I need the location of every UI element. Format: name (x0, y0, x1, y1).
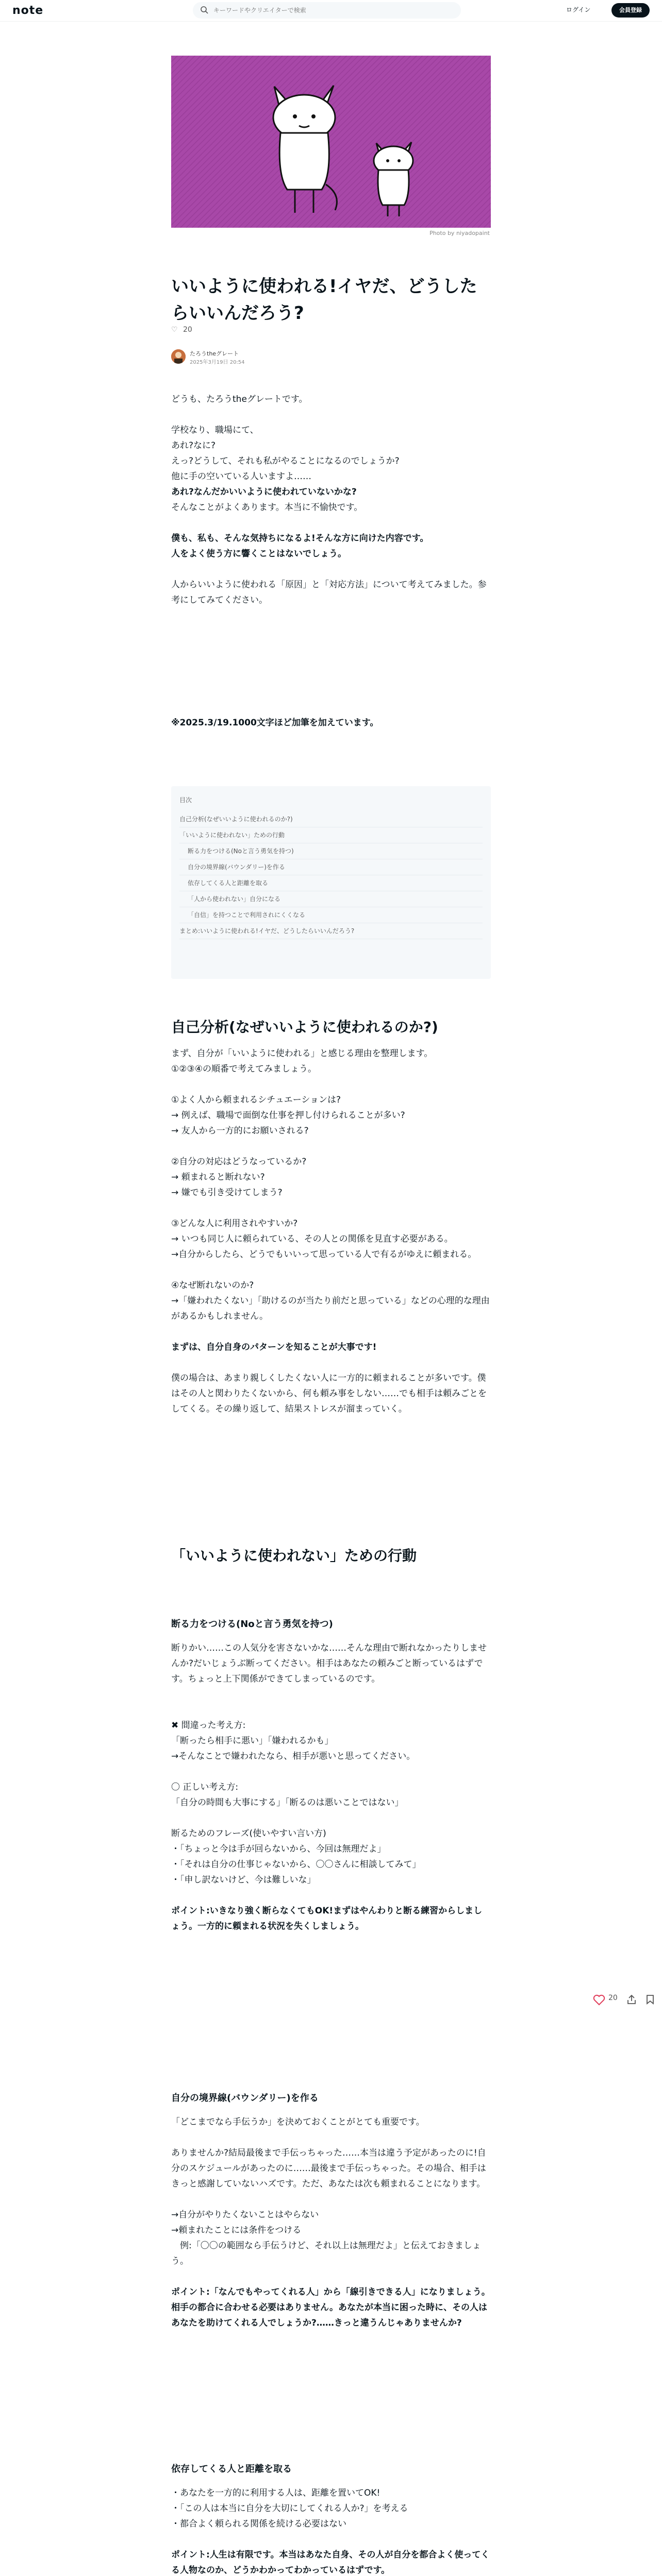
signup-button[interactable]: 会員登録 (611, 3, 650, 18)
paragraph-line: →頼まれたことには条件をつける (171, 2225, 302, 2235)
paragraph-line: 断るためのフレーズ(使いやすい言い方) (171, 1828, 326, 1839)
bookmark-icon[interactable] (644, 1994, 656, 2005)
paragraph-line: →「嫌われたくない」「助けるのが当たり前だと思っている」などの心理的な理由があるかもしれません。 (171, 1296, 490, 1321)
section-heading-self-analysis: 自己分析(なぜいいように使われるのか?) (171, 1019, 438, 1036)
paragraph-line: そんなことがよくあります。本当に不愉快です。 (171, 502, 363, 513)
paragraph-line (171, 1764, 491, 1780)
paragraph-line: ③どんな人に利用されやすいか? (171, 1218, 298, 1229)
paragraph-line (171, 2130, 491, 2145)
paragraph-line: ①②③④の順番で考えてみましょう。 (171, 1064, 317, 1074)
toc-item[interactable]: 自分の境界線(バウンダリー)を作る (179, 859, 483, 875)
paragraph-line (171, 1355, 491, 1370)
paragraph-line (171, 2192, 491, 2207)
paragraph-line: 例:「〇〇の範囲なら手伝うけど、それ以上は無理だよ」と伝えておきましょう。 (171, 2241, 481, 2266)
global-header (0, 0, 662, 22)
paragraph-line: →そんなことで嫌われたなら、相手が悪いと思ってください。 (171, 1751, 416, 1761)
paragraph-line: → 友人から一方的にお願いされる? (171, 1126, 309, 1136)
search-input[interactable] (213, 2, 456, 19)
share-icon[interactable] (626, 1994, 637, 2005)
subheading-boundary: 自分の境界線(バウンダリー)を作る (171, 2093, 319, 2104)
paragraph-line: 〇 正しい考え方: (171, 1782, 239, 1792)
paragraph-line: ・「それは自分の仕事じゃないから、〇〇さんに相談してみて」 (171, 1859, 421, 1870)
toc-item[interactable]: 「人から使われない」自分になる (179, 891, 483, 907)
notice-text: ※2025.3/19.1000文字ほど加筆を加えています。 (171, 718, 379, 728)
paragraph-line: ・あなたを一方的に利用する人は、距離を置いてOK! (171, 2488, 380, 2498)
cat-illustration (171, 56, 491, 228)
paragraph-line (171, 1324, 491, 1340)
paragraph-line: 僕も、私も、そんな気持ちになるよ!そんな方に向けた内容です。 (171, 533, 429, 544)
paragraph-line: ・「ちょっと今は手が回らないから、今回は無理だよ」 (171, 1844, 386, 1854)
paragraph-line (171, 1888, 491, 1903)
paragraph-line: ・「申し訳ないけど、今は難しいな」 (171, 1875, 316, 1885)
search-box[interactable] (193, 2, 461, 19)
hero-image (171, 56, 491, 228)
heart-icon[interactable]: ♡ (171, 326, 178, 334)
login-link[interactable]: ログイン (566, 6, 591, 13)
search-icon (200, 6, 208, 14)
paragraph-line (171, 2532, 491, 2547)
like-counter[interactable] (171, 326, 192, 334)
paragraph-line: ポイント:いきなり強く断らなくてもOK!まずはやんわりと断る練習からしましょう。一方的に頼まれる状況を失くしましょう。 (171, 1906, 483, 1931)
photo-credit: Photo by niyadopaint (429, 230, 490, 236)
paragraph-line (171, 1200, 491, 1216)
paragraph-line: 断りかい……この人気分を害さないかな……そんな理由で断れなかったりしませんか?だいじょうぶ断ってください。相手はあなたの頼みごと断っているはずです。ちょっと上下関係ができてしまっているのです。 (171, 1643, 487, 1684)
toc-title: 目次 (179, 796, 192, 804)
paragraph-line (171, 1077, 491, 1092)
paragraph-line: あれ?なんだかいいように使われていないかな? (171, 487, 357, 497)
paragraph-line: 「断ったら相手に悪い」「嫌われるかも」 (171, 1736, 334, 1746)
paragraph-line: → いつも同じ人に頼られている、その人との関係を見直す必要がある。 (171, 1234, 453, 1244)
toc-item[interactable]: 「自信」を持つことで利用されにくくなる (179, 907, 483, 923)
like-count: 20 (183, 326, 192, 334)
paragraph-line: まずは、自分自身のパターンを知ることが大事です! (171, 1342, 377, 1352)
paragraph-line (171, 1810, 491, 1826)
paragraph-line: まず、自分が「いいように使われる」と感じる理由を整理します。 (171, 1048, 433, 1059)
paragraph-line: あれ?なに? (171, 440, 216, 451)
publish-date: 2025年3月19日 20:54 (190, 360, 245, 365)
paragraph-line: 「自分の時間も大事にする」「断るのは悪いことではない」 (171, 1798, 404, 1808)
table-of-contents (171, 786, 491, 979)
paragraph-line: 僕の場合は、あまり親しくしたくない人に一方的に頼まれることが多いです。僕はその人と関わりたくないから、何も頼み事をしない……でも相手は頼みごとをしてくる。その繰り返して、結果ストレスが溜まっていく。 (171, 1373, 487, 1414)
paragraph-line: ④なぜ断れないのか? (171, 1280, 254, 1291)
subheading-say-no: 断る力をつける(Noと言う勇気を持つ) (171, 1619, 333, 1630)
section-heading-actions: 「いいように使われない」ための行動 (171, 1547, 417, 1564)
subheading-distance: 依存してくる人と距離を取る (171, 2464, 292, 2475)
toc-item[interactable]: 断る力をつける(Noと言う勇気を持つ) (179, 843, 483, 859)
paragraph-line: ポイント:人生は有限です。本当はあなた自身、その人が自分を都合よく使ってくる人物なのか、どうかわかってわかっているはずです。 (171, 2550, 490, 2575)
intro-text (171, 392, 491, 608)
article-title: いいように使われる!イヤだ、どうしたらいいんだろう? (171, 276, 477, 324)
toc-item[interactable]: 依存してくる人と距離を取る (179, 875, 483, 891)
toc-item[interactable]: 「いいように使われない」ための行動 (179, 827, 483, 843)
sub2-text (171, 2114, 491, 2331)
note-logo[interactable]: note (12, 4, 44, 17)
paragraph-line: ②自分の対応はどうなっているか? (171, 1157, 307, 1167)
paragraph-line (171, 407, 491, 422)
section1-text (171, 1046, 491, 1417)
paragraph-line: ✖ 間違った考え方: (171, 1720, 246, 1731)
paragraph-line: 学校なり、職場にて、 (171, 425, 259, 435)
paragraph-line: → 頼まれると断れない? (171, 1172, 265, 1182)
sub3-text (171, 2485, 491, 2576)
paragraph-line: 「どこまでなら手伝うか」を決めておくことがとても重要です。 (171, 2117, 425, 2127)
paragraph-line: → 嫌でも引き受けてしまう? (171, 1188, 283, 1198)
paragraph-line: →自分からしたら、どうでもいいって思っている人で有るがゆえに頼まれる。 (171, 1249, 477, 1260)
author-avatar[interactable] (171, 349, 186, 364)
paragraph-line: ・都合よく頼られる関係を続ける必要はない (171, 2519, 346, 2529)
paragraph-line: 他に手の空いている人いますよ…… (171, 471, 311, 482)
paragraph-line: えっ?どうして、それも私がやることになるのでしょうか? (171, 456, 400, 466)
paragraph-line: 人をよく使う方に響くことはないでしょう。 (171, 549, 346, 559)
paragraph-line: ありませんか?結局最後まで手伝っちゃった……本当は違う予定があったのに!自分のスケジュールがあったのに……最後まで手伝っちゃった。その場合、相手はきっと感謝していないハズです。ただ、あなたは次も頼まれることになります。 (171, 2148, 486, 2189)
paragraph-line: ・「この人は本当に自分を大切にしてくれる人か?」を考える (171, 2503, 408, 2514)
paragraph-line: → 例えば、職場で面倒な仕事を押し付けられることが多い? (171, 1110, 405, 1121)
paragraph-line (171, 562, 491, 577)
paragraph-line (171, 1262, 491, 1278)
paragraph-line: ポイント:「なんでもやってくれる人」から「線引きできる人」になりましょう。相手の都合に合わせる必要はありません。あなたが本当に困った時に、その人はあなたを助けてくれる人でしょうか?……きっと違うんじゃありませんか? (171, 2287, 490, 2328)
side-like-count: 20 (608, 1994, 618, 2002)
paragraph-line (171, 1687, 491, 1702)
paragraph-line: 人からいいように使われる「原因」と「対応方法」について考えてみました。参考にしてみてください。 (171, 580, 487, 605)
paragraph-line: →自分がやりたくないことはやらない (171, 2210, 319, 2220)
sub1-text (171, 1640, 491, 1934)
paragraph-line (171, 515, 491, 531)
paragraph-line: どうも、たろうtheグレートです。 (171, 394, 308, 404)
side-heart-icon[interactable] (593, 1994, 605, 2006)
paragraph-line: ①よく人から頼まれるシチュエーションは? (171, 1095, 341, 1105)
author-name[interactable]: たろうtheグレート (190, 350, 239, 357)
toc-item[interactable]: 自己分析(なぜいいように使われるのか?) (179, 811, 483, 827)
paragraph-line (171, 1702, 491, 1718)
paragraph-line (171, 1139, 491, 1154)
paragraph-line (171, 2269, 491, 2284)
toc-item[interactable]: まとめ:いいように使われる!イヤだ、どうしたらいいんだろう? (179, 923, 483, 939)
